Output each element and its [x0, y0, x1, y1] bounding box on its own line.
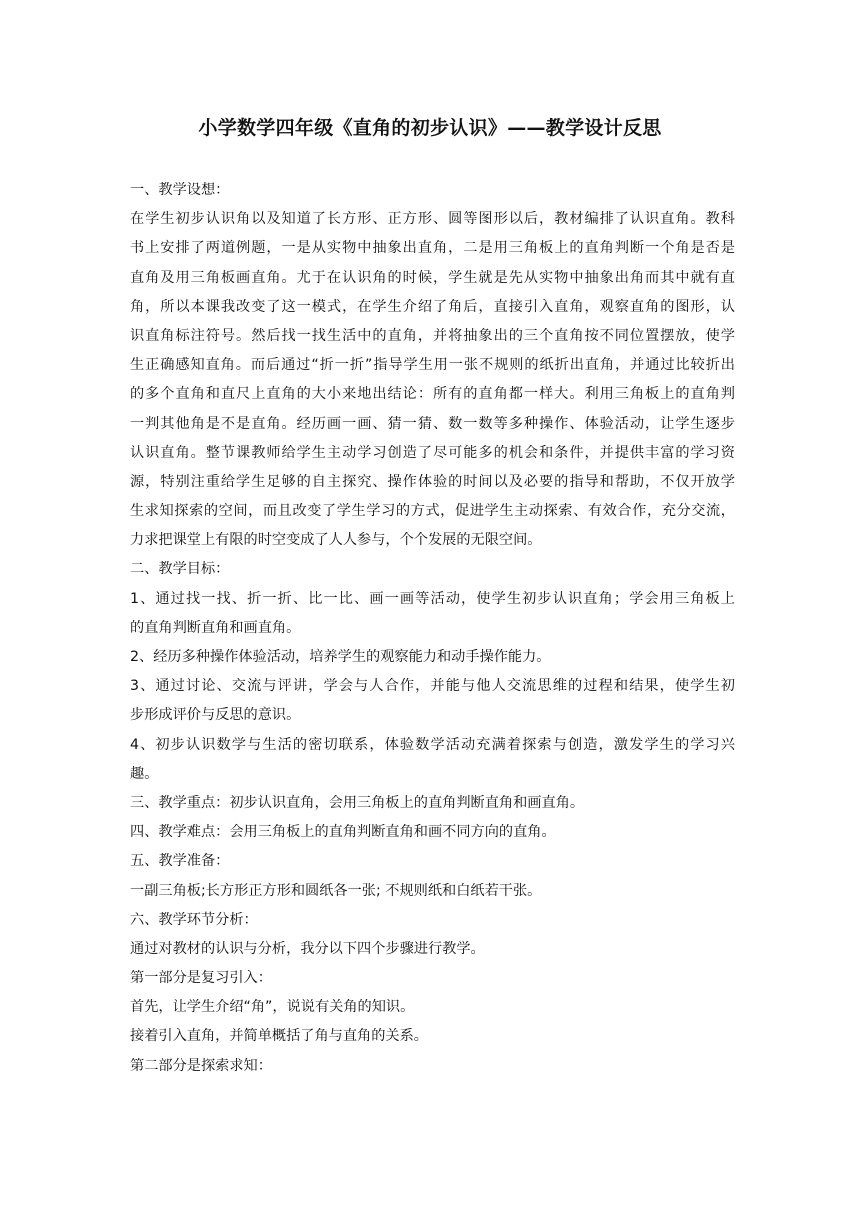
text-line: 3、通过讨论、交流与评讲，学会与人合作，并能与他人交流思维的过程和结果，使学生初 — [130, 678, 735, 695]
text-line: 五、教学准备： — [130, 853, 230, 870]
text-line: 的多个直角和直尺上直角的大小来地出结论：所有的直角都一样大。利用三角板上的直角判 — [130, 386, 735, 403]
text-line: 的直角判断直角和画直角。 — [130, 619, 301, 636]
text-line: 第一部分是复习引入： — [130, 970, 272, 987]
text-line: 通过对教材的认识与分析，我分以下四个步骤进行教学。 — [130, 940, 485, 957]
text-line: 识直角标注符号。然后找一找生活中的直角，并将抽象出的三个直角按不同位置摆放，使学 — [130, 327, 735, 344]
document-body — [130, 176, 735, 1081]
text-line: 在学生初步认识角以及知道了长方形、正方形、圆等图形以后，教材编排了认识直角。教科 — [130, 211, 735, 228]
text-line: 二、教学目标： — [130, 561, 230, 578]
text-line: 首先，让学生介绍“角”，说说有关角的知识。 — [130, 999, 415, 1016]
text-line: 步形成评价与反思的意识。 — [130, 707, 301, 724]
text-line: 生正确感知直角。而后通过“折一折”指导学生用一张不规则的纸折出直角，并通过比较折出 — [130, 357, 735, 374]
text-line: 一、教学设想： — [130, 182, 230, 198]
text-line: 角，所以本课我改变了这一模式，在学生介绍了角后，直接引入直角，观察直角的图形，认 — [130, 298, 735, 315]
text-line: 源，特别注重给学生足够的自主探究、操作体验的时间以及必要的指导和帮助，不仅开放学 — [130, 473, 735, 490]
text-line: 2、经历多种操作体验活动，培养学生的观察能力和动手操作能力。 — [130, 649, 551, 665]
document-title: 小学数学四年级《直角的初步认识》——教学设计反思 — [198, 117, 662, 139]
text-line: 四、教学难点：会用三角板上的直角判断直角和画不同方向的直角。 — [130, 824, 556, 841]
text-line: 书上安排了两道例题，一是从实物中抽象出直角，二是用三角板上的直角判断一个角是否是 — [130, 240, 735, 257]
text-line: 三、教学重点：初步认识直角，会用三角板上的直角判断直角和画直角。 — [130, 794, 585, 811]
text-line: 力求把课堂上有限的时空变成了人人参与，个个发展的无限空间。 — [130, 532, 542, 549]
text-line: 一判其他角是不是直角。经历画一画、猜一猜、数一数等多种操作、体验活动，让学生逐步 — [130, 415, 735, 432]
text-line: 六、教学环节分析： — [130, 911, 258, 928]
text-line: 直角及用三角板画直角。尤于在认识角的时候，学生就是先从实物中抽象出角而其中就有直 — [130, 269, 735, 286]
text-line: 接着引入直角，并简单概括了角与直角的关系。 — [130, 1028, 428, 1045]
text-line: 4、初步认识数学与生活的密切联系，体验数学活动充满着探索与创造，激发学生的学习兴 — [130, 736, 735, 753]
text-line: 认识直角。整节课教师给学生主动学习创造了尽可能多的机会和条件，并提供丰富的学习资 — [130, 444, 735, 461]
text-line: 一副三角板;长方形正方形和圆纸各一张; 不规则纸和白纸若干张。 — [130, 882, 542, 899]
text-line: 第二部分是探索求知： — [130, 1057, 272, 1074]
text-line: 生求知探索的空间，而且改变了学生学习的方式，促进学生主动探索、有效合作，充分交流， — [130, 503, 735, 520]
text-line: 1、通过找一找、折一折、比一比、画一画等活动，使学生初步认识直角；学会用三角板上 — [130, 590, 735, 607]
text-line: 趣。 — [130, 765, 159, 782]
